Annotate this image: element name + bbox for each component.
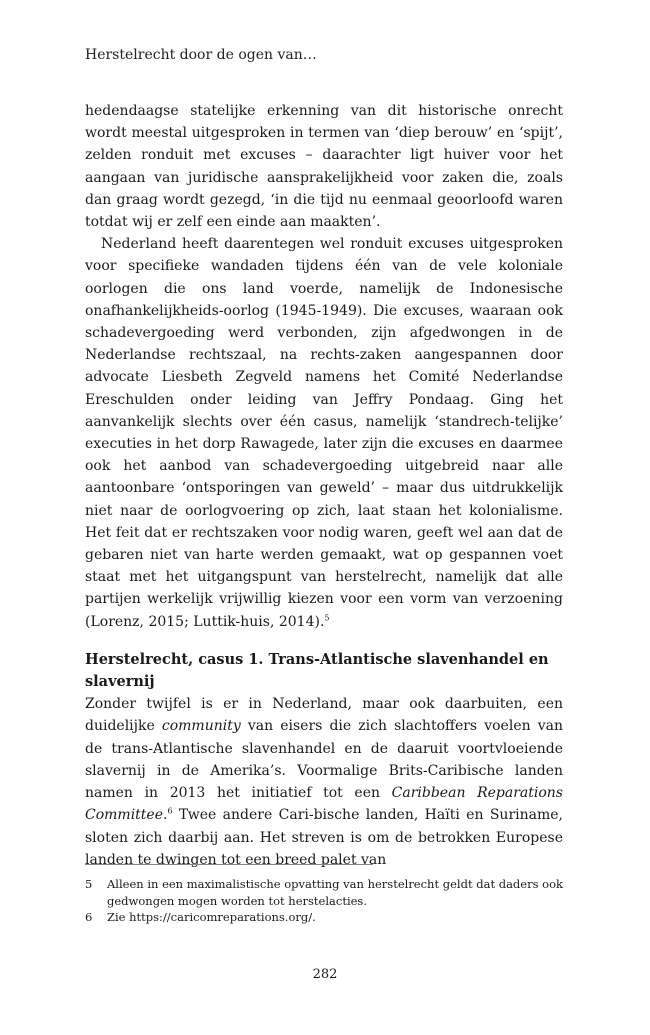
paragraph-text: Nederland heeft daarentegen wel ronduit excuses uitgesproken voor specifieke wandaden tijdens één van de vele koloniale oorlogen die ons land voerde, namelijk de Indonesische onafhankelijkheids-oorlog (1945-1949). Die excuses, waaraan ook schadevergoeding werd verbonden, zijn afgedwongen in de Nederlandse rechtszaal, na rechts-zaken aangespannen door advocate Liesbeth Zegveld namens het Comité Nederlandse Ereschulden onder leiding van Jeffry Pondaag. Ging het aanvankelijk slechts over één casus, namelijk ‘standrech-telijke’ executies in het dorp Rawagede, later zijn die excuses en daarmee ook het aanbod van schadevergoeding uitgebreid naar alle aantoonbare ‘ontsporingen van geweld’ – maar dus uitdrukkelijk niet naar de oorlogvoering op zich, laat staan het kolonialisme. Het feit dat er rechtszaken voor nodig waren, geeft wel aan dat de gebaren niet van harte werden gemaakt, wat op gespannen voet staat met het uitgangspunt van herstelrecht, namelijk dat alle partijen werkelijk vrijwillig kiezen voor een vorm van verzoening (Lorenz, 2015; Luttik-huis, 2014).	[85, 236, 563, 630]
footnote-divider	[85, 864, 373, 865]
running-head: Herstelrecht door de ogen van…	[85, 47, 317, 63]
paragraph-text: Twee andere Cari-bische landen, Haïti en Suriname, sloten zich daarbij aan. Het streven is om de betrokken Europese landen te dwingen tot een breed palet van	[85, 807, 563, 868]
paragraph-text: hedendaagse statelijke erkenning van dit historische onrecht wordt meestal uitgesproken in termen van ‘diep berouw’ en ‘spijt’, zelden ronduit met excuses – daarachter ligt huiver voor het aangaan van juridische aansprakelijkheid voor zaken die, zoals dan graag wordt gezegd, ‘in die tijd nu eenmaal geoorloofd waren totdat wij er zelf een einde aan maakten’.	[85, 103, 563, 231]
footnotes	[85, 876, 563, 926]
footnote-text: Alleen in een maximalistische opvatting van herstelrecht geldt dat daders ook gedwongen mogen worden tot herstelacties.	[107, 877, 563, 908]
footnote-ref-6[interactable]: 6	[167, 806, 173, 816]
paragraph-1	[85, 100, 563, 233]
footnote-ref-5[interactable]: 5	[324, 613, 330, 623]
paragraph-text: .	[163, 807, 168, 824]
section-paragraph	[85, 693, 563, 871]
paragraph-text: Zonder twijfel is er in Nederland, maar ook daarbuiten, een duidelijke	[85, 696, 563, 735]
paragraph-2	[85, 233, 563, 633]
section-heading: Herstelrecht, casus 1. Trans-Atlantische slavenhandel en slavernij	[85, 650, 549, 691]
italic-term: Caribbean Reparations Committee	[85, 785, 563, 824]
footnote-6	[85, 909, 563, 926]
body-text	[85, 100, 563, 871]
footnote-text: Zie https://caricomreparations.org/.	[107, 910, 316, 924]
footnote-number: 5	[85, 877, 93, 891]
footnote-5	[85, 876, 563, 909]
footnote-number: 6	[85, 910, 93, 924]
italic-term: community	[161, 718, 241, 735]
paragraph-text: van eisers die zich slachtoffers voelen van de trans-Atlantische slavenhandel en de daaruit voortvloeiende slavernij in de Amerika’s. Voormalige Brits-Caribische landen namen in 2013 het initiatief tot een	[85, 718, 563, 802]
page-number: 282	[312, 967, 338, 982]
